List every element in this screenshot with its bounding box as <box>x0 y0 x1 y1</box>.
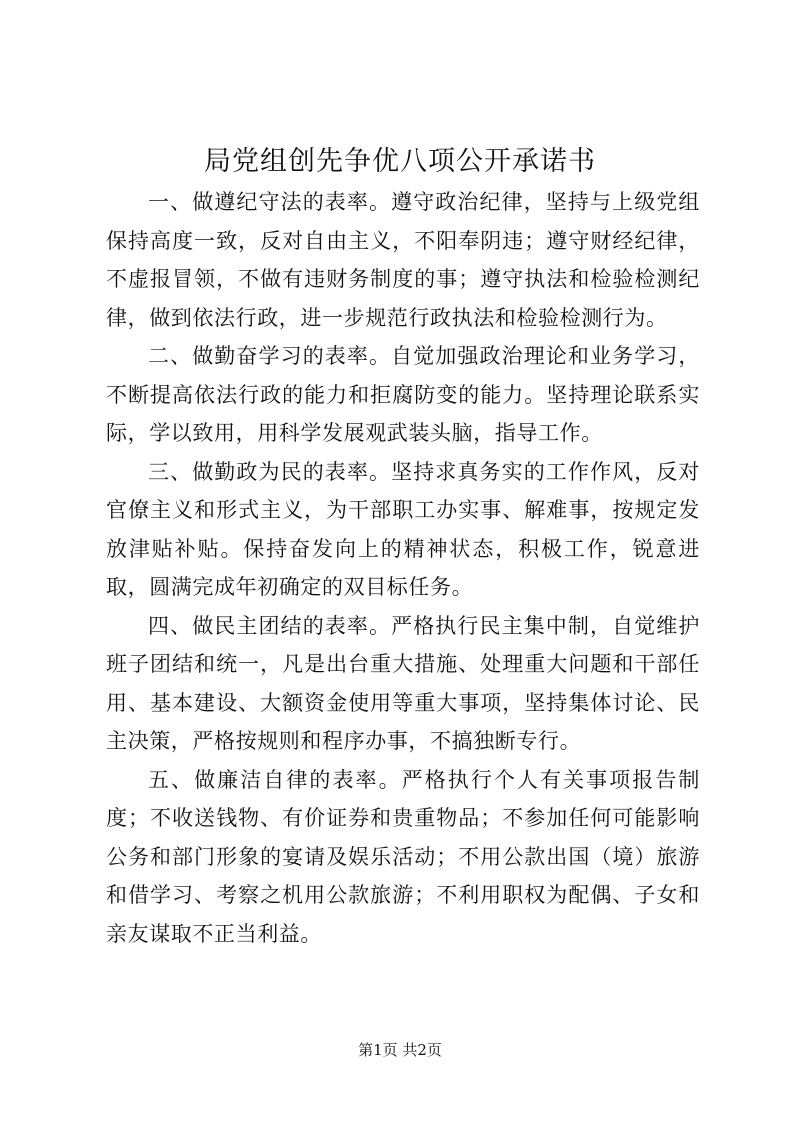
document-title: 局党组创先争优八项公开承诺书 <box>204 146 596 177</box>
paragraph-2: 二、做勤奋学习的表率。自觉加强政治理论和业务学习，不断提高依法行政的能力和拒腐防变的能力。坚持理论联系实际，学以致用，用科学发展观武装头脑，指导工作。 <box>106 344 700 445</box>
paragraph-4: 四、做民主团结的表率。严格执行民主集中制，自觉维护班子团结和统一，凡是出台重大措施、处理重大问题和干部任用、基本建设、大额资金使用等重大事项，坚持集体讨论、民主决策，严格按规则和程序办事，不搞独断专行。 <box>106 613 700 753</box>
paragraph-5: 五、做廉洁自律的表率。严格执行个人有关事项报告制度；不收送钱物、有价证券和贵重物品；不参加任何可能影响公务和部门形象的宴请及娱乐活动；不用公款出国（境）旅游和借学习、考察之机用公款旅游；不利用职权为配偶、子女和亲友谋取不正当利益。 <box>106 767 700 946</box>
paragraph-3: 三、做勤政为民的表率。坚持求真务实的工作作风，反对官僚主义和形式主义，为干部职工办实事、解难事，按规定发放津贴补贴。保持奋发向上的精神状态，积极工作，锐意进取，圆满完成年初确定的双目标任务。 <box>106 459 700 599</box>
page-number-footer: 第1页 共2页 <box>358 1041 442 1059</box>
paragraph-1: 一、做遵纪守法的表率。遵守政治纪律，坚持与上级党组保持高度一致，反对自由主义，不阳奉阴违；遵守财经纪律，不虚报冒领，不做有违财务制度的事；遵守执法和检验检测纪律，做到依法行政，进一步规范行政执法和检验检测行为。 <box>106 190 700 330</box>
document-body <box>106 183 700 953</box>
